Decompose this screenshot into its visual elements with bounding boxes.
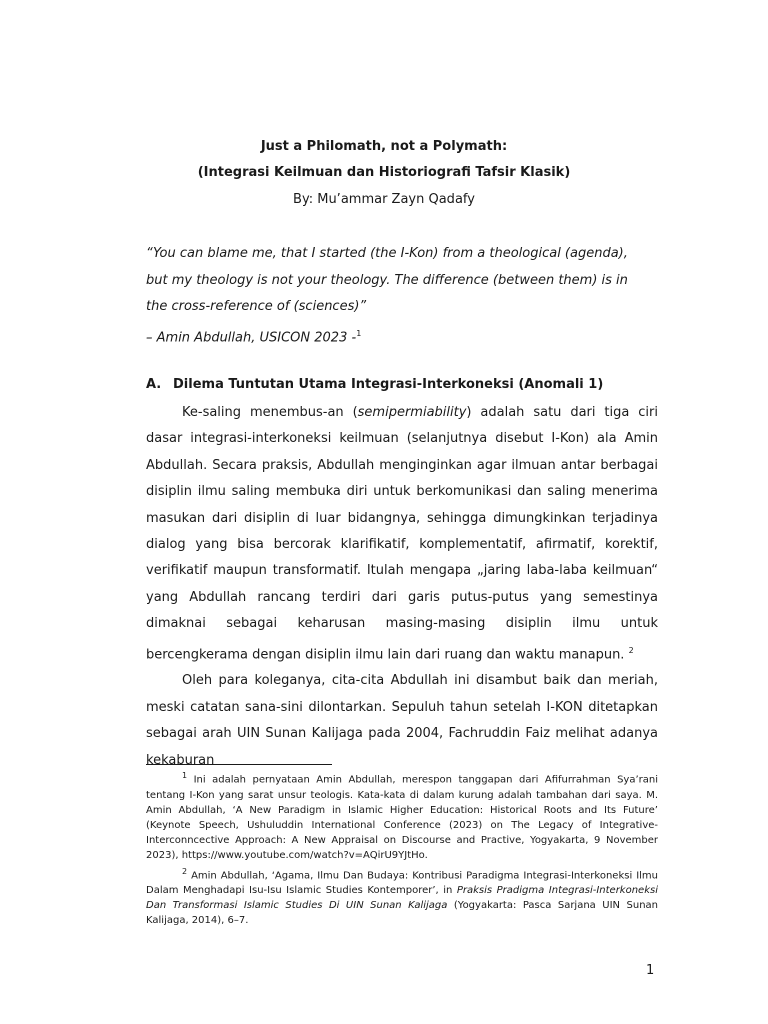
- paragraph-1-italic-term: semipermiability: [357, 405, 467, 420]
- title-line-2: (Integrasi Keilmuan dan Historiografi Tafsir Klasik): [197, 165, 571, 180]
- footnote-2-number: 2: [182, 866, 188, 876]
- section-number: A.: [146, 377, 162, 392]
- paragraph-1: [146, 400, 658, 668]
- footnote-1-text: Ini adalah pernyataan Amin Abdullah, merespon tanggapan dari Afifurrahman Sya’rani tentang I-Kon yang sarat unsur teologis. Kata-kata di dalam kurung adalah tambahan dari saya. M. Amin Abdullah, ‘A New Paradigm in Islamic Higher Education: Historical Roots and Its Future’ (Keynote Speech, Ushuluddin International Conference (2023) on The Legacy of Integrative-Interconncective Approach: A New Appraisal on Discourse and Practive, Yogyakarta, 9 November 2023), https://www.youtube.com/watch?v=AQirU9YJtHo.: [146, 774, 658, 862]
- footnote-2-text-b: (Yogyakarta: Pasca Sarjana UIN Sunan Kalijaga, 2014), 6–7.: [146, 900, 658, 927]
- footnote-2: [146, 864, 658, 929]
- footnotes: [146, 768, 658, 929]
- epigraph: [146, 241, 651, 351]
- epigraph-text: “You can blame me, that I started (the I-Kon) from a theological (agenda), but my theology is not your theology. The difference (between them) is in the cross-reference of (sciences)”: [146, 246, 628, 314]
- section-title: Dilema Tuntutan Utama Integrasi-Interkoneksi (Anomali 1): [173, 377, 604, 392]
- footnote-ref-1[interactable]: 1: [356, 328, 362, 338]
- paragraph-2: Oleh para koleganya, cita-cita Abdullah ini disambut baik dan meriah, meski catatan sana-sini dilontarkan. Sepuluh tahun setelah I-KON ditetapkan sebagai arah UIN Sunan Kalijaga pada 2004, Fachruddin Faiz melihat adanya kekaburan: [146, 673, 658, 768]
- epigraph-attribution: [146, 321, 651, 352]
- body-text: [146, 400, 658, 774]
- paragraph-1-text-b: ) adalah satu dari tiga ciri dasar integrasi-interkoneksi keilmuan (selanjutnya disebut I-Kon) ala Amin Abdullah. Secara praksis, Abdullah menginginkan agar ilmuan antar berbagai disiplin ilmu saling membuka diri untuk berkomunikasi dan saling menerima masukan dari disiplin di luar bidangnya, sehingga dimungkinkan terjadinya dialog yang bisa bercorak klarifikatif, komplementatif, afirmatif, korektif, verifikatif maupun transformatif. Itulah mengapa „jaring laba-laba keilmuan“ yang Abdullah rancang terdiri dari garis putus-putus yang semestinya dimaknai sebagai keharusan masing-masing disiplin ilmu untuk bercengkerama dengan disiplin ilmu lain dari ruang dan waktu manapun.: [146, 405, 658, 662]
- byline: By: Mu’ammar Zayn Qadafy: [293, 192, 475, 207]
- footnote-ref-2[interactable]: 2: [628, 645, 634, 655]
- title-line-1: Just a Philomath, not a Polymath:: [260, 139, 508, 154]
- section-heading: [146, 377, 603, 392]
- footnote-1-number: 1: [182, 771, 188, 780]
- paragraph-1-text-a: Ke-saling menembus-an (: [182, 405, 358, 420]
- epigraph-attribution-text: – Amin Abdullah, USICON 2023 -: [146, 329, 357, 345]
- footnote-2-text-a: Amin Abdullah, ‘Agama, Ilmu Dan Budaya: Kontribusi Paradigma Integrasi-Interkoneksi Ilmu Dalam Menghadapi Isu-Isu Islamic Studies Kontemporer’, in: [146, 869, 659, 897]
- page-number: 1: [646, 963, 655, 978]
- footnote-2-italic-title: Praksis Pradigma Integrasi-Interkoneksi Dan Transformasi Islamic Studies Di UIN Sunan Kalijaga: [146, 885, 658, 912]
- footnote-divider: [146, 764, 332, 765]
- footnote-1: [146, 768, 658, 864]
